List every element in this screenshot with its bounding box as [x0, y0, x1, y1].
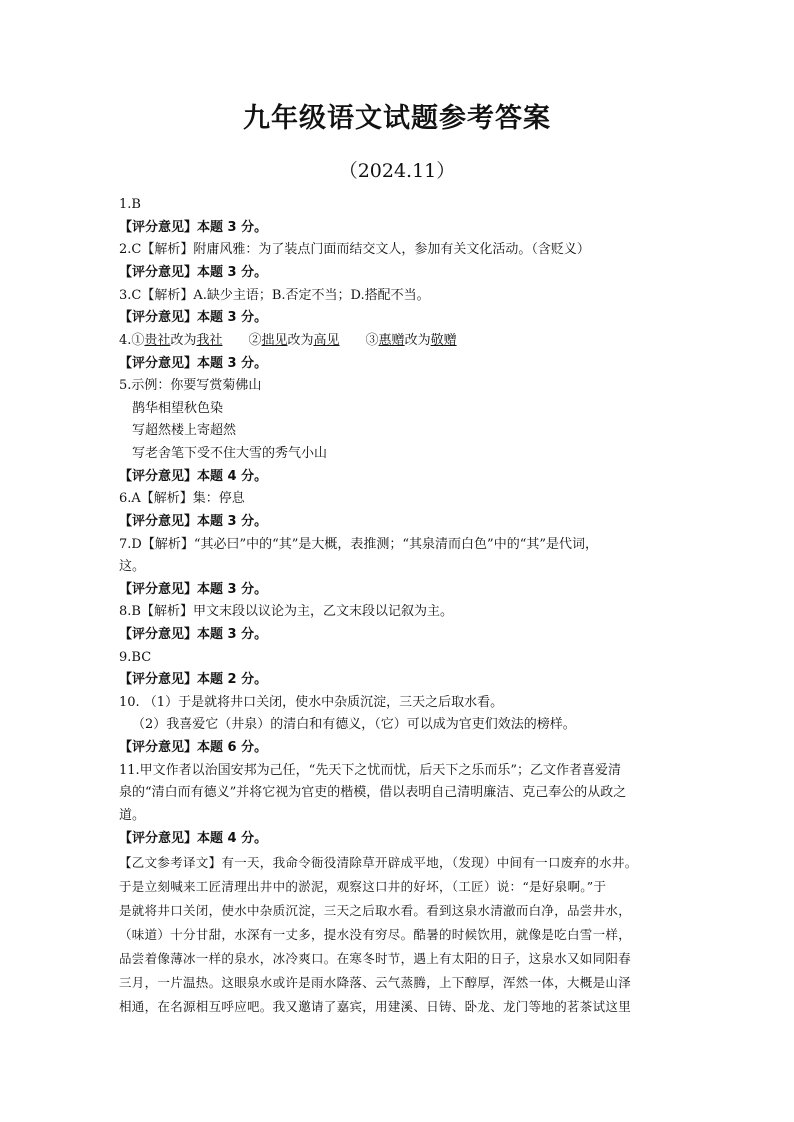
score-value: 本题 3 分。 — [197, 220, 268, 235]
score-label: 【评分意见】 — [119, 265, 198, 280]
score-note-5 — [119, 467, 689, 487]
translation-line-1 — [119, 853, 689, 873]
correction-from: 拙见 — [261, 333, 288, 348]
score-note-1 — [119, 218, 689, 238]
score-note-10 — [119, 738, 689, 758]
translation-line-2: 于是立刻喊来工匠清理出井中的淤泥，观察这口井的好坏，（工匠）说：“是好泉啊。”于 — [119, 879, 607, 894]
page-date: （2024.11） — [338, 160, 456, 182]
score-value: 本题 4 分。 — [197, 831, 268, 846]
score-label: 【评分意见】 — [119, 582, 198, 597]
translation-line-4: （味道）十分甘甜，水深有一丈多，提水没有穷尽。酷暑的时候饮用，就像是吃白雪一样， — [119, 927, 632, 942]
answer-3: 3.C【解析】A.缺少主语；B.否定不当；D.搭配不当。 — [119, 288, 430, 303]
score-note-8 — [119, 625, 689, 645]
score-value: 本题 3 分。 — [197, 582, 268, 597]
translation-line-7: 相通，在名源相互呼应吧。我又邀请了嘉宾，用建溪、日铸、卧龙、龙门等地的茗茶试这里 — [119, 999, 632, 1014]
answer-11-line-1: 11.甲文作者以治国安邦为己任，“先天下之忧而忧，后天下之乐而乐”；乙文作者喜爱清 — [119, 763, 621, 778]
answer-5-line-1: 鹊华相望秋色染 — [132, 401, 224, 416]
answer-8: 8.B【解析】甲文末段以议论为主，乙文末段以记叙为主。 — [119, 604, 453, 619]
answer-2: 2.C【解析】附庸风雅：为了装点门面而结交文人，参加有关文化活动。（含贬义） — [119, 242, 590, 257]
score-value: 本题 3 分。 — [197, 265, 268, 280]
answer-11-line-3: 道。 — [119, 808, 146, 823]
answer-1: 1.B — [119, 197, 141, 212]
score-label: 【评分意见】 — [119, 220, 198, 235]
translation-line-3: 是就将井口关闭，使水中杂质沉淀，三天之后取水看。看到这泉水清澈而白净，品尝井水， — [119, 903, 632, 918]
correction-from: 惠赠 — [378, 333, 405, 348]
answer-11-line-2: 泉的“清白而有德义”并将它视为官吏的楷模，借以表明自己清明廉洁、克己奉公的从政之 — [119, 785, 627, 800]
answer-10-part-2: （2）我喜爱它（井泉）的清白和有德义，（它）可以成为官吏们效法的榜样。 — [132, 717, 576, 732]
score-label: 【评分意见】 — [119, 356, 198, 371]
translation-line-6: 三月，一片温热。这眼泉水或许是雨水降落、云气蒸腾，上下醇厚，浑然一体，大概是山泽 — [119, 975, 632, 990]
score-value: 本题 3 分。 — [197, 514, 268, 529]
score-label: 【评分意见】 — [119, 627, 198, 642]
answer-4 — [119, 331, 689, 351]
translation-label: 【乙文参考译文】 — [119, 855, 222, 870]
score-value: 本题 2 分。 — [197, 672, 268, 687]
page-title: 九年级语文试题参考答案 — [243, 103, 551, 134]
correction-number: ① — [131, 333, 145, 348]
score-value: 本题 3 分。 — [197, 356, 268, 371]
score-value: 本题 3 分。 — [197, 310, 268, 325]
score-note-7 — [119, 580, 689, 600]
score-label: 【评分意见】 — [119, 310, 198, 325]
answer-5-line-2: 写超然楼上寄超然 — [132, 423, 237, 438]
correction-number: ③ — [365, 333, 379, 348]
correction-to: 我社 — [196, 333, 223, 348]
score-value: 本题 4 分。 — [197, 469, 268, 484]
translation-text: 有一天，我命令衙役清除草开辟成平地，（发现）中间有一口废弃的水井。 — [221, 855, 638, 870]
score-value: 本题 3 分。 — [197, 627, 268, 642]
answer-6: 6.A【解析】集：停息 — [119, 491, 245, 506]
score-note-3 — [119, 308, 689, 328]
answer-4-prefix: 4. — [119, 333, 132, 348]
score-note-9 — [119, 670, 689, 690]
answer-5: 5.示例：你要写赏菊佛山 — [119, 378, 262, 393]
answer-10-part-1: 10. （1）于是就将井口关闭，使水中杂质沉淀，三天之后取水看。 — [119, 695, 504, 710]
correction-connector: 改为 — [287, 333, 314, 348]
score-label: 【评分意见】 — [119, 514, 198, 529]
score-label: 【评分意见】 — [119, 831, 198, 846]
answer-7: 7.D【解析】“其必曰”中的“其”是大概，表推测；“其泉清而白色”中的“其”是代词， — [119, 537, 598, 552]
correction-number: ② — [248, 333, 262, 348]
correction-connector: 改为 — [170, 333, 197, 348]
score-label: 【评分意见】 — [119, 469, 198, 484]
score-label: 【评分意见】 — [119, 740, 198, 755]
score-value: 本题 6 分。 — [197, 740, 268, 755]
answer-7-continued: 这。 — [119, 559, 146, 574]
score-label: 【评分意见】 — [119, 672, 198, 687]
correction-from: 贵社 — [144, 333, 171, 348]
score-note-2 — [119, 263, 689, 283]
translation-line-5: 品尝着像薄冰一样的泉水，冰冷爽口。在寒冬时节，遇上有太阳的日子，这泉水又如同阳春 — [119, 951, 632, 966]
score-note-6 — [119, 512, 689, 532]
correction-to: 敬赠 — [430, 333, 457, 348]
correction-to: 高见 — [313, 333, 340, 348]
correction-connector: 改为 — [404, 333, 431, 348]
answer-9: 9.BC — [119, 650, 152, 665]
answer-5-line-3: 写老舍笔下受不住大雪的秀气小山 — [132, 446, 328, 461]
score-note-4 — [119, 354, 689, 374]
score-note-11 — [119, 829, 689, 849]
